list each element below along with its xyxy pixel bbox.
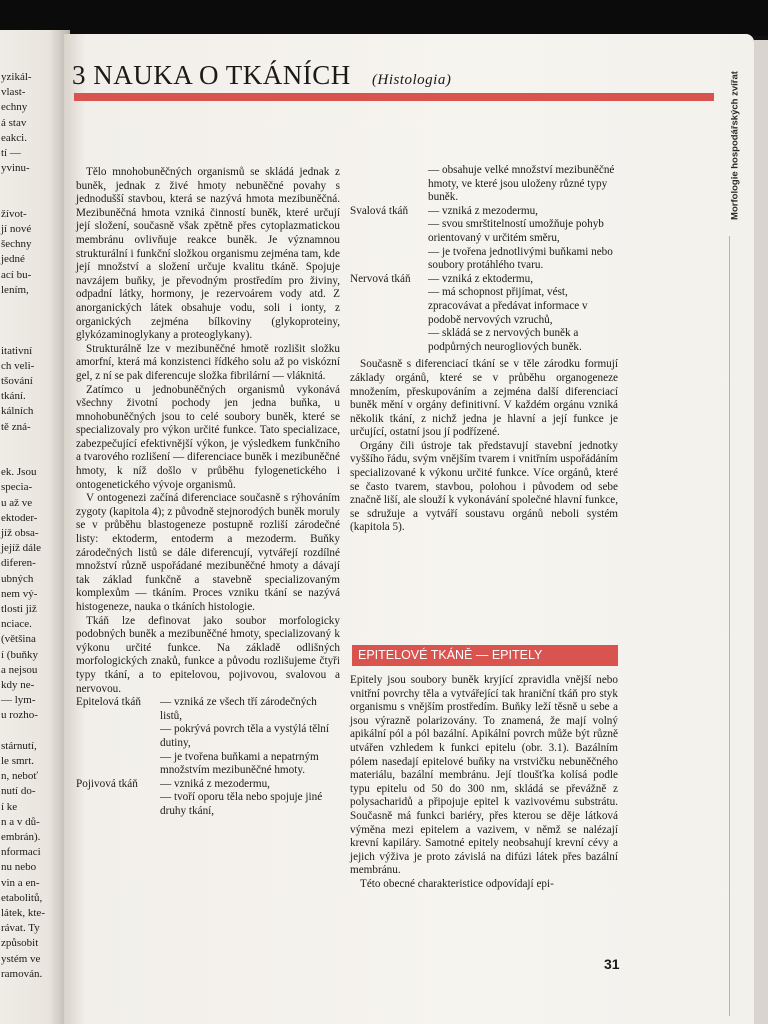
left-page-line: nutí do- [1, 785, 36, 798]
section-heading: EPITELOVÉ TKÁNĚ — EPITELY [352, 645, 618, 666]
left-page-fragment [0, 30, 70, 1024]
left-page-line: á stav [1, 116, 27, 129]
paragraph: Epitely jsou soubory buněk kryjící zpravidla vnější nebo vnitřní povrchy těla a vytvářející tak hraniční tkáň pro styk organismu s vnějším prostředím. Buňky leží těsně u sebe a jsou výrazně polarizovány. To znamená, že mají volný apikální pól a pól bazální. Apikální povrch může být různě utvářen vzhledem k funkci epitelu (obr. 3.1). Bazálním pólem nasedají epitelové buňky na vrstvičku nebuněčného materiálu, bazální membránu. Její tloušťka kolísá podle typu epitelu od 50 do 300 nm, skládá se převážně z polysacharidů a připojuje epitel k vazivovému substrátu. Současně má funkci bariéry, přes kterou se děje látková výměna mezi epitelem a vazivem, v němž se nalézají krevní kapiláry. Samotné epitely neobsahují krevní cévy a jejich výživa je proto závislá na difúzi látek přes bazální membránu. [350, 674, 618, 877]
text-column-right [350, 164, 618, 535]
title-rule [74, 93, 714, 101]
left-page-line: ystém ve [1, 952, 41, 965]
left-page-line: rávat. Ty [1, 922, 40, 935]
paragraph: V ontogenezi začíná diferenciace současně s rýhováním zygoty (kapitola 4); z původně stejnorodých buněk moruly se v průběhu blastogeneze postupně rozliší zárodečné listy: ektoderm, entoderm a mezoderm. Buňky zárodečných listů se dále diferencují, vytvářejí rozdílné množství různě uspořádané mezibuněčné hmoty a dávají tak základ funkčně a stavebně specializovaným komplexům — tkáním. Proces vzniku tkání se nazývá histogeneze, nauka o tkáních histologie. [76, 492, 340, 613]
left-page-line: jíž obsa- [1, 527, 39, 539]
left-page-line: kdy ne- [1, 679, 35, 691]
left-page-line: tkání. [1, 390, 26, 403]
left-page-line: vlast- [1, 86, 26, 99]
entry-item: — vzniká z ektodermu, [428, 272, 534, 285]
left-page-line: le smrt. [1, 755, 34, 767]
page-number: 31 [604, 956, 620, 972]
left-page-line: jí nové [1, 223, 32, 235]
left-page-line: echny [1, 101, 28, 114]
left-page-line: u až ve [1, 496, 33, 509]
tissue-entry-nerv [350, 273, 618, 355]
left-page-line: žívot- [1, 207, 27, 220]
left-page-line: ubných [1, 572, 34, 585]
left-page-line: yvinu- [1, 162, 30, 175]
left-page-line: etabolitů, [1, 891, 43, 904]
chapter-subtitle: (Histologia) [372, 72, 452, 88]
left-page-line: stárnutí, [1, 739, 37, 752]
left-page-line: yzikál- [1, 71, 32, 83]
left-page-line: nu nebo [1, 861, 37, 874]
entry-label: Svalová tkáň [350, 204, 409, 217]
tissue-entry-pojiv [76, 778, 340, 819]
text-column-left [76, 166, 340, 819]
left-page-line: jejíž dále [1, 542, 42, 555]
left-page-line: ch veli- [1, 359, 35, 372]
entry-item: — vzniká z mezodermu, [160, 777, 270, 790]
left-page-line: (většina [1, 633, 36, 646]
entry-item: — vzniká ze všech tří zárodečných listů, [160, 696, 317, 722]
left-page-line: nciace. [1, 618, 32, 631]
left-page-line: specia- [1, 481, 33, 494]
left-page-line: embrán). [1, 831, 41, 843]
entry-item: — je tvořena buňkami a nepatrným množstvím mezibuněčné hmoty. [160, 750, 319, 777]
entry-item: — tvoří oporu těla nebo spojuje jiné druhy tkání, [160, 791, 323, 817]
left-page-line: ramován. [1, 967, 43, 980]
left-page-line: diferen- [1, 557, 36, 570]
entry-item: — pokrývá povrch těla a vystýlá tělní dutiny, [160, 723, 330, 749]
left-page-line: eakci. [1, 131, 27, 144]
left-page-line: n, neboť [1, 770, 39, 783]
tissue-entry-epitel [76, 696, 340, 778]
left-page-line: lením, [1, 283, 29, 296]
chapter-number: 3 [72, 60, 86, 90]
left-page-line: nformaci [1, 846, 41, 859]
entry-item: — svou smrštitelností umožňuje pohyb orientovaný v určitém směru, [428, 218, 604, 244]
paragraph: Této obecné charakteristice odpovídají epi- [360, 877, 554, 890]
left-page-line: šechny [1, 238, 32, 251]
dark-background [0, 0, 768, 36]
left-page-line: tí — [1, 147, 21, 159]
left-page-line: u rozho- [1, 709, 38, 722]
left-page-line: í ke [1, 800, 18, 813]
paragraph: Tělo mnohobuněčných organismů se skládá jednak z buněk, jednak z živé hmoty nebuněčné povahy s jednodušší stavbou, která se nazývá hmota mezibuněčná. Mezibuněčná hmota vzniká činností buněk, které určují její složení, současně však zpětně přes cytoplazmatickou membránu ovlivňuje reakce buněk. Je významnou strukturální i funkční složkou organismu zejména tam, kde její množství a složení určuje kvalitu tkáně. Spojuje navzájem buňky, je převodným prostředím pro živiny, odpadní látky, hormony, je rezervoárem vody atd. Z anorganických látek obsahuje vodu, soli i ionty, z organických zejména bílkoviny (glykoproteiny, glykózaminoglykany a proteoglykany). [76, 166, 340, 342]
left-page-line: tě zná- [1, 420, 31, 433]
paragraph: Současně s diferenciací tkání se v těle zárodku formují základy orgánů, které se v průběhu organogeneze množením, přeskupováním a zejména další diferenciací buněk mění v orgány definitivní. V každém orgánu vzniká několik tkání, z nichž jedna je hlavní a její funkce je určující, ostatní jsou jí podřízené. [350, 358, 618, 439]
left-page-line: vin a en- [1, 876, 40, 889]
entry-item: — obsahuje velké množství mezibuněčné hmoty, ve které jsou uloženy různé typy buněk. [428, 164, 615, 204]
left-page-line: tlosti již [1, 603, 37, 615]
left-page-line: itativní [1, 344, 33, 357]
paragraph: Orgány čili ústroje tak představují stavební jednotky vyššího řádu, svým vnějším tvarem i vnitřním uspořádáním specializované k výkonu určité funkce. Více orgánů, které se často tvarem, stavbou, polohou i původem od sebe značně liší, ale slouží k vykonávání společné hlavní funkce, se sdružuje a vytváří soustavu orgánů neboli systém (kapitola 5). [350, 439, 618, 534]
paragraph: Strukturálně lze v mezibuněčné hmotě rozlišit složku amorfní, která má konzistenci řídkého solu až po viskózní gel, z ní se pak diferencuje složka fibrilární — vláknitá. [76, 342, 340, 382]
entry-label: Epitelová tkáň [76, 696, 141, 709]
side-label: Morfologie hospodářských zvířat [729, 71, 741, 220]
side-rule [729, 236, 730, 1016]
left-page-line: způsobit [1, 937, 39, 950]
entry-label: Pojivová tkáň [76, 777, 138, 790]
left-page-line: tšování [1, 375, 33, 387]
page-edge [754, 40, 768, 1024]
paragraph: Zatímco u jednobuněčných organismů vykonává všechny životní pochody jen jedna buňka, u mnohobuněčných jsou to celé soubory buněk, které se specializovaly pro výkon určité funkce. Tato specializace, zabezpečující efektivnější výkon, je výsledkem funkčního a tvarového rozlišení — diferenciace buněk i mezibuněčné hmoty, k níž došlo v průběhu fylogenetického i ontogenetického vývoje organismů. [76, 383, 340, 491]
entry-item: — vzniká z mezodermu, [428, 204, 538, 217]
left-page-line: a nejsou [1, 663, 38, 676]
left-page-line: í (buňky [1, 648, 38, 661]
paragraph: Tkáň lze definovat jako soubor morfologicky podobných buněk a mezibuněčné hmoty, specializovaný k výkonu určité funkce. Na základě odlišných morfologických znaků, funkce a původu rozlišujeme čtyři typy tkání, a to epitelovou, pojivovou, svalovou a nervovou. [76, 614, 340, 695]
entry-label: Nervová tkáň [350, 272, 411, 285]
left-page-line: nem vý- [1, 587, 38, 600]
left-page-line: n a v dů- [1, 815, 40, 828]
chapter-title [72, 60, 451, 91]
left-page-line: ektoder- [1, 511, 38, 524]
left-page-line: kálních [1, 405, 34, 418]
left-page-line: jedné [1, 253, 25, 266]
text-column-right-lower [350, 674, 618, 892]
entry-item: — je tvořena jednotlivými buňkami nebo soubory protáhlého tvaru. [428, 245, 613, 272]
left-page-line: ací bu- [1, 268, 32, 281]
left-page-line: látek, kte- [1, 907, 45, 919]
left-page-line: — lym- [1, 694, 36, 707]
entry-item: — má schopnost přijímat, vést, zpracovávat a předávat informace v podobě nervových vzruchů, [428, 286, 588, 326]
tissue-entry-sval [350, 205, 618, 273]
left-page-line: ek. Jsou [1, 466, 37, 479]
entry-item: — skládá se z nervových buněk a podpůrných neurogliových buněk. [428, 327, 582, 353]
chapter-name: NAUKA O TKÁNÍCH [93, 60, 351, 90]
